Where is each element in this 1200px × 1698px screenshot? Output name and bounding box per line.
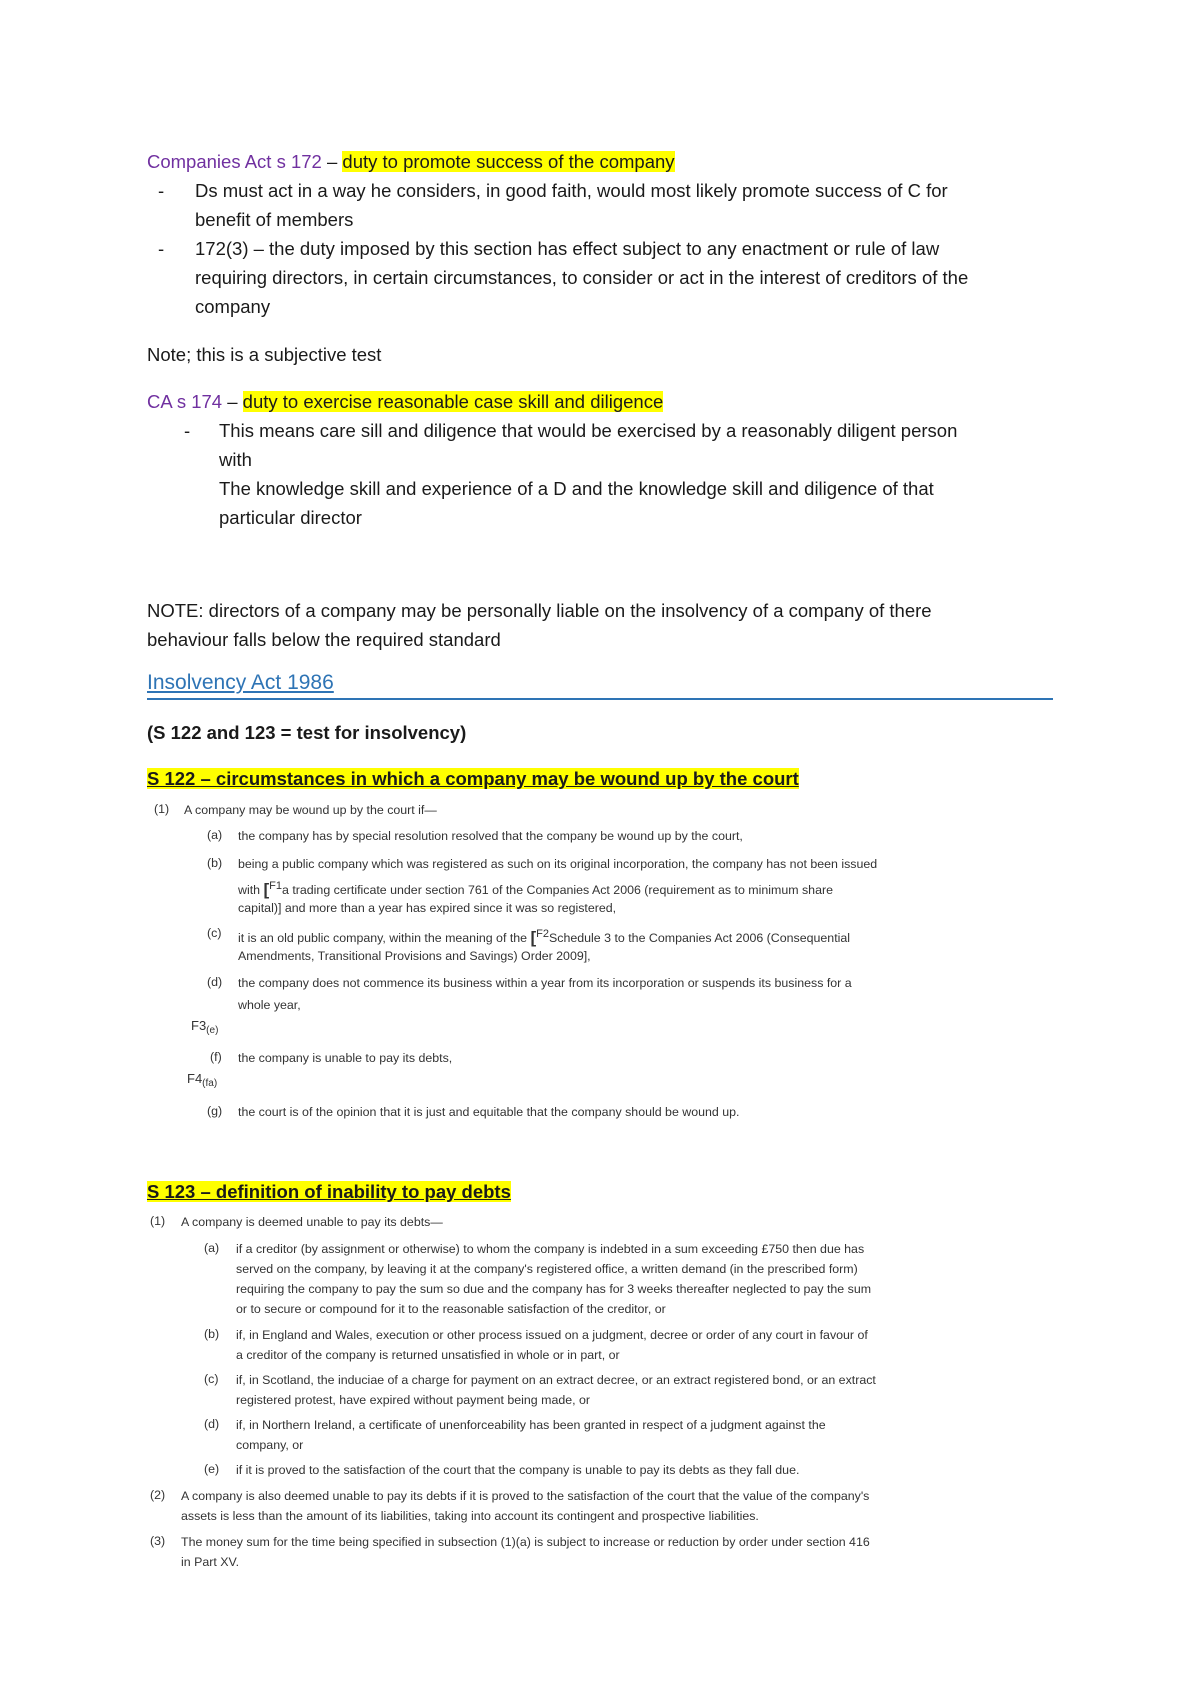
s122-d-line-2: whole year, — [238, 998, 301, 1012]
s122-f4-amend — [187, 1071, 217, 1089]
s122-c-line-1-pre: it is an old public company, within the meaning of the — [238, 931, 531, 945]
s172-duty: duty to promote success of the company — [342, 151, 675, 172]
s123-a-label: (a) — [204, 1241, 220, 1255]
s174-dash: – — [222, 391, 243, 412]
s122-f-text: the company is unable to pay its debts, — [238, 1051, 453, 1065]
s172-heading — [147, 147, 675, 176]
s172-note: Note; this is a subjective test — [147, 344, 382, 365]
s123-a-line-1: if a creditor (by assignment or otherwise) to whom the company is indebted in a sum exceeding £750 then due has — [236, 1242, 865, 1256]
s174-title: CA s 174 — [147, 391, 223, 412]
s172-bullet-2-line-3: company — [195, 296, 271, 317]
s123-a-line-3: requiring the company to pay the sum so due and the company has for 3 weeks thereafter neglected to pay the sum — [236, 1282, 872, 1296]
s123-3-line-2: in Part XV. — [181, 1555, 240, 1569]
s122-f1-bracket: [ — [263, 880, 270, 899]
s122-b-line-1: being a public company which was registered as such on its original incorporation, the company has not been issued — [238, 857, 878, 871]
s122-d-label: (d) — [207, 975, 223, 989]
s122-b-line-2-post: a trading certificate under section 761 of the Companies Act 2006 (requirement as to minimum share — [282, 883, 833, 897]
s122-f2-footnote: F2 — [536, 928, 550, 940]
s172-bullet-1-dash: - — [158, 180, 165, 201]
s123-a-line-4: or to secure or compound for it to the reasonable satisfaction of the creditor, or — [236, 1302, 666, 1316]
s123-3-label: (3) — [150, 1534, 166, 1548]
s123-d-label: (d) — [204, 1417, 220, 1431]
note2-line-2: behaviour falls below the required standard — [147, 629, 501, 650]
s123-1-text: A company is deemed unable to pay its debts— — [181, 1215, 443, 1229]
s122-f3-footnote: F3 — [191, 1018, 207, 1033]
s122-f-label: (f) — [210, 1050, 222, 1064]
s123-c-line-2: registered protest, have expired without payment being made, or — [236, 1393, 591, 1407]
s123-1-label: (1) — [150, 1214, 166, 1228]
s122-b-line-3: capital)] and more than a year has expired since it was so registered, — [238, 901, 617, 915]
insolvency-test-note: (S 122 and 123 = test for insolvency) — [147, 722, 467, 743]
s122-c-label: (c) — [207, 926, 222, 940]
s172-dash: – — [321, 151, 343, 172]
s122-g-text: the court is of the opinion that it is just and equitable that the company should be wound up. — [238, 1105, 740, 1119]
s174-line-3: The knowledge skill and experience of a D and the knowledge skill and diligence of that — [219, 478, 934, 499]
s123-d-line-2: company, or — [236, 1438, 304, 1452]
s122-d-line-1: the company does not commence its business within a year from its incorporation or suspends its business for a — [238, 976, 852, 990]
s122-intro: A company may be wound up by the court if— — [184, 803, 437, 817]
s122-g-label: (g) — [207, 1104, 223, 1118]
s172-bullet-1-line-2: benefit of members — [195, 209, 354, 230]
s123-2-line-2: assets is less than the amount of its liabilities, taking into account its contingent and prospective liabilities. — [181, 1509, 759, 1523]
s123-b-line-2: a creditor of the company is returned unsatisfied in whole or in part, or — [236, 1348, 620, 1362]
s174-line-4: particular director — [219, 507, 362, 528]
s123-2-label: (2) — [150, 1488, 166, 1502]
s123-heading-text: S 123 – definition of inability to pay debts — [147, 1181, 511, 1202]
s122-c-line-1 — [238, 924, 850, 948]
s123-e-text: if it is proved to the satisfaction of the court that the company is unable to pay its debts as they fall due. — [236, 1463, 800, 1477]
s122-1-label: (1) — [154, 802, 170, 816]
s122-b-line-2 — [238, 876, 833, 900]
s122-fa-label: (fa) — [202, 1078, 218, 1089]
s174-bullet-dash: - — [184, 420, 191, 441]
s172-bullet-2-line-1: 172(3) – the duty imposed by this section has effect subject to any enactment or rule of law — [195, 238, 940, 259]
s122-b-label: (b) — [207, 856, 223, 870]
s172-bullet-1-line-1: Ds must act in a way he considers, in good faith, would most likely promote success of C for — [195, 180, 948, 201]
s122-a-label: (a) — [207, 828, 223, 842]
s123-d-line-1: if, in Northern Ireland, a certificate of unenforceability has been granted in respect of a judgment against the — [236, 1418, 826, 1432]
s122-f3-amend — [191, 1018, 218, 1036]
s174-line-1: This means care sill and diligence that would be exercised by a reasonably diligent person — [219, 420, 958, 441]
s122-e-label: (e) — [206, 1025, 219, 1036]
s123-c-label: (c) — [204, 1372, 219, 1386]
s122-heading-text: S 122 – circumstances in which a company may be wound up by the court — [147, 768, 799, 789]
s172-bullet-2-dash: - — [158, 238, 165, 259]
note2-line-1: NOTE: directors of a company may be personally liable on the insolvency of a company of there — [147, 600, 932, 621]
s174-line-2: with — [219, 449, 252, 470]
s122-f2-bracket: [ — [530, 928, 537, 947]
insolvency-act-heading — [147, 668, 1053, 700]
s123-a-line-2: served on the company, by leaving it at the company's registered office, a written demand (in the prescribed form) — [236, 1262, 858, 1276]
s122-f4-footnote: F4 — [187, 1071, 203, 1086]
s123-b-line-1: if, in England and Wales, execution or other process issued on a judgment, decree or order of any court in favour of — [236, 1328, 868, 1342]
s123-b-label: (b) — [204, 1327, 220, 1341]
s123-heading — [147, 1177, 511, 1206]
s174-heading — [147, 387, 663, 416]
s123-e-label: (e) — [204, 1462, 220, 1476]
s122-c-line-1-post: Schedule 3 to the Companies Act 2006 (Consequential — [549, 931, 851, 945]
s122-heading — [147, 764, 799, 793]
s172-bullet-2-line-2: requiring directors, in certain circumstances, to consider or act in the interest of creditors of the — [195, 267, 969, 288]
s122-b-line-2-pre: with — [238, 883, 264, 897]
s122-a-text: the company has by special resolution resolved that the company be wound up by the court, — [238, 829, 743, 843]
insolvency-act-heading-text: Insolvency Act 1986 — [147, 671, 334, 694]
s123-c-line-1: if, in Scotland, the induciae of a charge for payment on an extract decree, or an extract registered bond, or an extract — [236, 1373, 876, 1387]
s174-duty: duty to exercise reasonable case skill and diligence — [242, 391, 664, 412]
s122-f1-footnote: F1 — [269, 880, 282, 892]
s122-c-line-2: Amendments, Transitional Provisions and Savings) Order 2009], — [238, 949, 591, 963]
s172-title: Companies Act s 172 — [147, 151, 322, 172]
s123-3-line-1: The money sum for the time being specified in subsection (1)(a) is subject to increase or reduction by order under section 416 — [181, 1535, 870, 1549]
s123-2-line-1: A company is also deemed unable to pay its debts if it is proved to the satisfaction of the court that the value of the company's — [181, 1489, 870, 1503]
